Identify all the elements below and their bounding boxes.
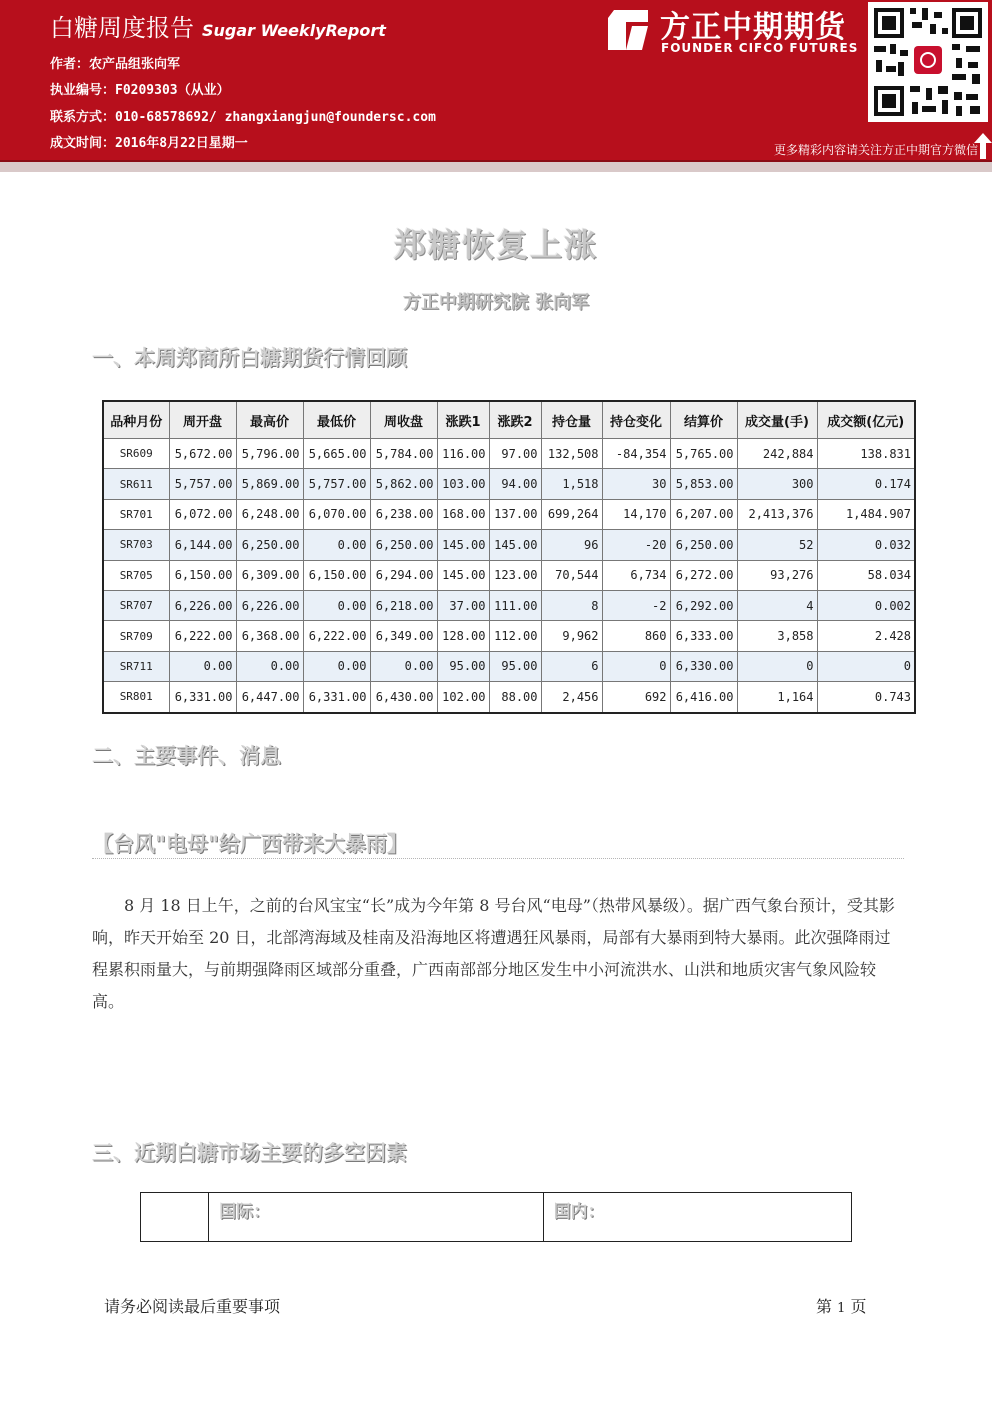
table-cell: -84,354 <box>602 439 670 469</box>
table-cell: 2,456 <box>541 682 602 713</box>
footer-notice: 请务必阅读最后重要事项 <box>104 1297 281 1316</box>
market-table-header-row <box>103 401 915 439</box>
table-cell: 6,207.00 <box>670 499 737 529</box>
table-cell: 6,222.00 <box>303 621 370 651</box>
table-cell: 5,672.00 <box>169 439 236 469</box>
news-heading-rule <box>92 858 904 859</box>
col-header: 持仓量 <box>541 401 602 439</box>
contract-code-cell: SR611 <box>103 469 169 499</box>
table-cell: 128.00 <box>437 621 489 651</box>
table-cell: 94.00 <box>489 469 541 499</box>
section-heading-market-review: 一、本周郑商所白糖期货行情回顾 <box>92 346 407 370</box>
table-cell: 6,349.00 <box>370 621 437 651</box>
table-cell: 6,331.00 <box>303 682 370 713</box>
table-row <box>103 590 915 620</box>
contract-code-cell: SR707 <box>103 590 169 620</box>
table-cell: 6,416.00 <box>670 682 737 713</box>
table-cell: 0.00 <box>303 590 370 620</box>
table-cell: 1,164 <box>737 682 817 713</box>
table-cell: 6,430.00 <box>370 682 437 713</box>
table-cell: 145.00 <box>489 530 541 560</box>
table-cell: 3,858 <box>737 621 817 651</box>
table-row <box>103 560 915 590</box>
table-cell: 4 <box>737 590 817 620</box>
col-header: 最低价 <box>303 401 370 439</box>
table-cell: 116.00 <box>437 439 489 469</box>
contract-code-cell: SR705 <box>103 560 169 590</box>
table-cell: 103.00 <box>437 469 489 499</box>
table-cell: -20 <box>602 530 670 560</box>
table-cell: 138.831 <box>817 439 915 469</box>
table-cell: 0 <box>817 651 915 681</box>
wechat-qr-code-icon[interactable] <box>868 2 988 122</box>
report-title-en: Sugar WeeklyReport <box>202 21 386 40</box>
table-cell: 242,884 <box>737 439 817 469</box>
table-cell: 6,447.00 <box>236 682 303 713</box>
table-cell: 6,294.00 <box>370 560 437 590</box>
up-arrow-icon <box>974 133 992 159</box>
table-cell: 6,072.00 <box>169 499 236 529</box>
table-row <box>103 439 915 469</box>
table-row <box>103 651 915 681</box>
report-title-cn: 白糖周度报告 <box>50 14 194 42</box>
table-cell: 132,508 <box>541 439 602 469</box>
page-num: 1 <box>837 1301 846 1316</box>
table-cell: 52 <box>737 530 817 560</box>
page-prefix: 第 <box>816 1297 833 1316</box>
table-row <box>103 469 915 499</box>
table-cell: 5,869.00 <box>236 469 303 499</box>
table-row <box>103 682 915 713</box>
contact-line[interactable]: 联系方式：010-68578692/ zhangxiangjun@foundersc.com <box>50 110 436 125</box>
table-cell: 2,413,376 <box>737 499 817 529</box>
table-cell: 300 <box>737 469 817 499</box>
table-cell: 5,757.00 <box>169 469 236 499</box>
table-row <box>103 621 915 651</box>
col-header: 周收盘 <box>370 401 437 439</box>
table-cell: 6,272.00 <box>670 560 737 590</box>
table-cell: 95.00 <box>437 651 489 681</box>
table-cell: 1,518 <box>541 469 602 499</box>
table-cell: 860 <box>602 621 670 651</box>
report-title <box>50 8 386 43</box>
report-header <box>0 0 992 160</box>
author-line: 作者：农产品组张向军 <box>50 57 181 72</box>
table-cell: 8 <box>541 590 602 620</box>
table-cell: 0.00 <box>303 651 370 681</box>
table-cell: 6,250.00 <box>370 530 437 560</box>
table-cell: 37.00 <box>437 590 489 620</box>
col-header: 最高价 <box>236 401 303 439</box>
contract-code-cell: SR703 <box>103 530 169 560</box>
table-cell: 0 <box>602 651 670 681</box>
table-cell: 137.00 <box>489 499 541 529</box>
factor-cell-blank <box>141 1193 209 1242</box>
col-header: 结算价 <box>670 401 737 439</box>
table-cell: 6,150.00 <box>169 560 236 590</box>
table-cell: 0.00 <box>370 651 437 681</box>
factor-cell-international: 国际： <box>209 1193 543 1242</box>
col-header: 周开盘 <box>169 401 236 439</box>
page-suffix: 页 <box>850 1297 867 1316</box>
table-cell: 58.034 <box>817 560 915 590</box>
table-cell: 6,292.00 <box>670 590 737 620</box>
table-cell: 5,862.00 <box>370 469 437 499</box>
table-cell: 5,853.00 <box>670 469 737 499</box>
table-cell: 2.428 <box>817 621 915 651</box>
table-cell: 111.00 <box>489 590 541 620</box>
news-heading: 【台风"电母"给广西带来大暴雨】 <box>92 832 408 856</box>
table-cell: 6,226.00 <box>169 590 236 620</box>
table-cell: 6,250.00 <box>670 530 737 560</box>
table-cell: 6,368.00 <box>236 621 303 651</box>
header-divider <box>0 160 992 172</box>
table-cell: 6,144.00 <box>169 530 236 560</box>
table-cell: 93,276 <box>737 560 817 590</box>
contract-code-cell: SR609 <box>103 439 169 469</box>
wechat-note: 更多精彩内容请关注方正中期官方微信 <box>773 143 978 157</box>
table-cell: 5,796.00 <box>236 439 303 469</box>
table-cell: 5,665.00 <box>303 439 370 469</box>
factor-row <box>141 1193 852 1242</box>
table-cell: 6,734 <box>602 560 670 590</box>
contract-code-cell: SR701 <box>103 499 169 529</box>
table-cell: 88.00 <box>489 682 541 713</box>
table-cell: 0.00 <box>169 651 236 681</box>
col-header: 成交额(亿元) <box>817 401 915 439</box>
doc-title: 郑糖恢复上涨 <box>393 226 598 264</box>
table-cell: 96 <box>541 530 602 560</box>
table-cell: 30 <box>602 469 670 499</box>
table-cell: 6,250.00 <box>236 530 303 560</box>
col-header: 成交量(手) <box>737 401 817 439</box>
market-table <box>102 400 916 714</box>
table-cell: 0.032 <box>817 530 915 560</box>
table-cell: 6,222.00 <box>169 621 236 651</box>
license-line: 执业编号：F0209303（从业） <box>50 83 230 98</box>
table-cell: 6,331.00 <box>169 682 236 713</box>
table-cell: -2 <box>602 590 670 620</box>
table-cell: 692 <box>602 682 670 713</box>
page-number <box>816 1294 867 1317</box>
table-cell: 145.00 <box>437 530 489 560</box>
table-cell: 0.174 <box>817 469 915 499</box>
table-cell: 6,070.00 <box>303 499 370 529</box>
company-name-cn: 方正中期期货 <box>660 10 846 45</box>
section-heading-factors: 三、近期白糖市场主要的多空因素 <box>92 1141 407 1165</box>
contract-code-cell: SR709 <box>103 621 169 651</box>
table-cell: 102.00 <box>437 682 489 713</box>
table-cell: 97.00 <box>489 439 541 469</box>
date-line: 成文时间：2016年8月22日星期一 <box>50 136 248 151</box>
table-cell: 0 <box>737 651 817 681</box>
table-cell: 145.00 <box>437 560 489 590</box>
table-cell: 6,226.00 <box>236 590 303 620</box>
table-cell: 5,784.00 <box>370 439 437 469</box>
table-cell: 5,757.00 <box>303 469 370 499</box>
table-cell: 0.743 <box>817 682 915 713</box>
col-header: 品种月份 <box>103 401 169 439</box>
col-header: 涨跌1 <box>437 401 489 439</box>
company-name-en: FOUNDER CIFCO FUTURES <box>661 41 859 55</box>
factor-cell-domestic: 国内： <box>543 1193 851 1242</box>
table-cell: 1,484.907 <box>817 499 915 529</box>
table-cell: 95.00 <box>489 651 541 681</box>
table-cell: 5,765.00 <box>670 439 737 469</box>
table-cell: 6,218.00 <box>370 590 437 620</box>
table-cell: 112.00 <box>489 621 541 651</box>
table-cell: 168.00 <box>437 499 489 529</box>
section-heading-events: 二、主要事件、消息 <box>92 744 281 768</box>
table-cell: 6,333.00 <box>670 621 737 651</box>
factor-table <box>140 1192 852 1242</box>
table-cell: 6,330.00 <box>670 651 737 681</box>
table-cell: 6,248.00 <box>236 499 303 529</box>
contract-code-cell: SR711 <box>103 651 169 681</box>
table-cell: 6 <box>541 651 602 681</box>
table-row <box>103 530 915 560</box>
table-cell: 0.00 <box>303 530 370 560</box>
table-cell: 699,264 <box>541 499 602 529</box>
table-cell: 123.00 <box>489 560 541 590</box>
doc-author: 方正中期研究院 张向军 <box>402 292 590 313</box>
table-cell: 6,238.00 <box>370 499 437 529</box>
table-cell: 6,150.00 <box>303 560 370 590</box>
col-header: 持仓变化 <box>602 401 670 439</box>
table-cell: 70,544 <box>541 560 602 590</box>
table-cell: 14,170 <box>602 499 670 529</box>
contract-code-cell: SR801 <box>103 682 169 713</box>
company-logo-icon <box>604 6 652 54</box>
table-row <box>103 499 915 529</box>
col-header: 涨跌2 <box>489 401 541 439</box>
table-cell: 9,962 <box>541 621 602 651</box>
table-cell: 6,309.00 <box>236 560 303 590</box>
table-cell: 0.00 <box>236 651 303 681</box>
news-body: 8 月 18 日上午，之前的台风宝宝“长”成为今年第 8 号台风“电母”（热带风暴级）。据广西气象台预计，受其影响，昨天开始至 20 日，北部湾海域及桂南及沿海地区将遭遇狂风暴雨，局部有大暴雨到特大暴雨。此次强降雨过程累积雨量大，与前期强降雨区域部分重叠，广西南部部分地区发生中小河流洪水、山洪和地质灾害气象风险较高。 <box>92 896 895 1011</box>
table-cell: 0.002 <box>817 590 915 620</box>
